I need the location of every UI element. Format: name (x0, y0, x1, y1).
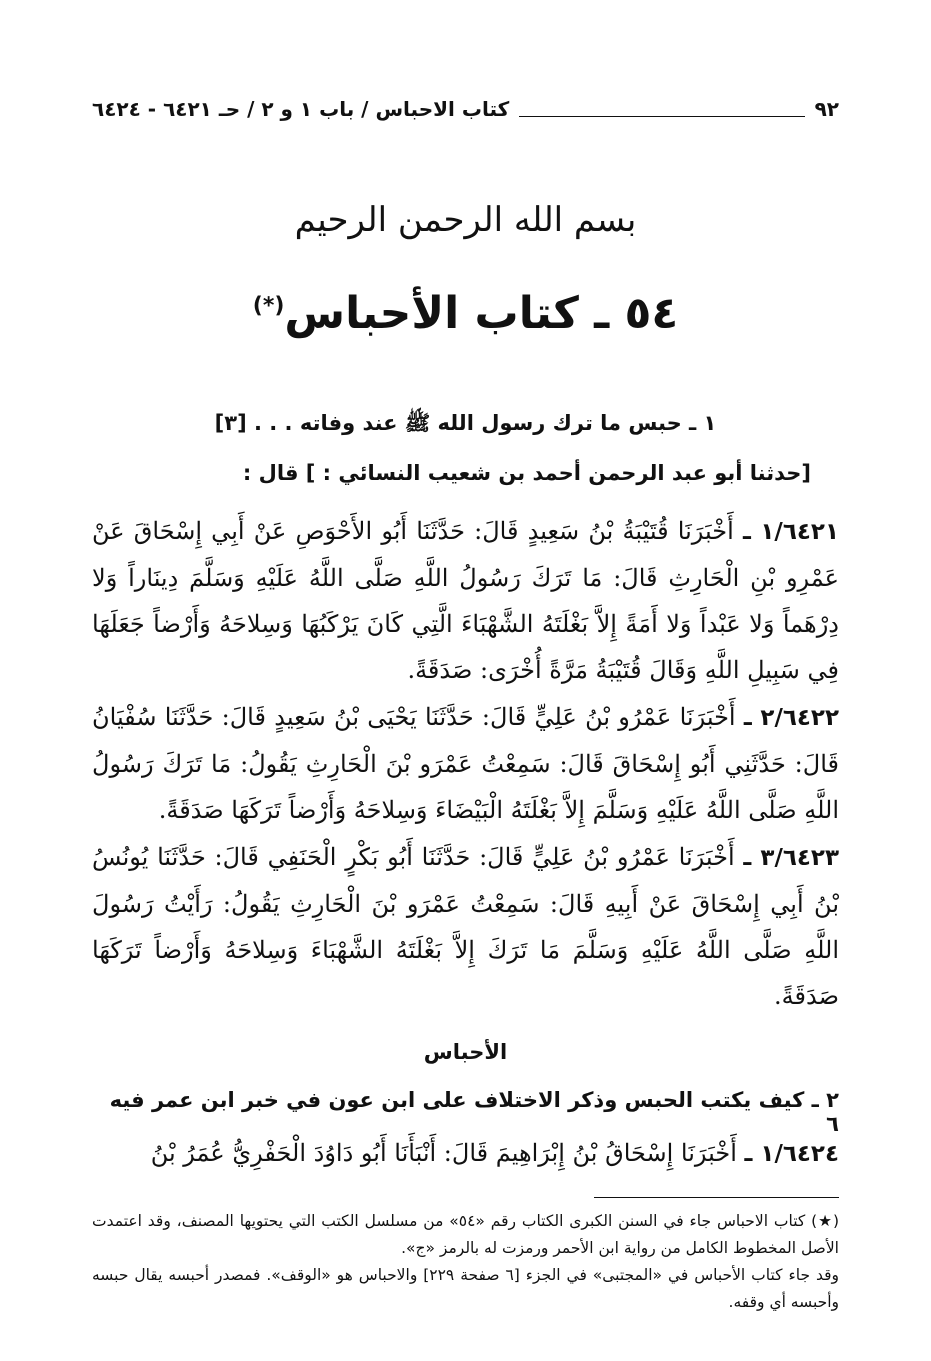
hadith-number: ٢/٦٤٢٢ ـ (743, 705, 839, 731)
footnote-rule (594, 1197, 839, 1198)
footnote-2: وقد جاء كتاب الأحباس في «المجتبى» في الجزء [٦ صفحة ٢٢٩] والاحباس هو «الوقف». فمصدر أحبسه يقال حبسه وأحبسه أي وقفه. (92, 1266, 840, 1311)
section-title: الأحباس (423, 1040, 508, 1064)
book-title (0, 288, 931, 339)
bismillah: بسم الله الرحمن الرحيم (294, 200, 637, 240)
running-title: كتاب الاحباس / باب ١ و ٢ / حـ ٦٤٢١ - ٦٤٢٤ (92, 97, 510, 121)
book-title-text: ٥٤ ـ كتاب الأحباس (284, 288, 679, 339)
header-rule (519, 116, 804, 117)
footnote-mark: (*) (252, 293, 285, 319)
chapter-2-title: ٢ ـ كيف يكتب الحبس وذكر الاختلاف على ابن عون في خبر ابن عمر فيه ٦ (109, 1088, 839, 1136)
hadith-text: أَخْبَرَنَا قُتَيْبَةُ بْنُ سَعِيدٍ قَالَ: حَدَّثَنَا أَبُو الأَحْوَصِ عَنْ أَبِي إِسْحَاقَ عَنْ عَمْرِو بْنِ الْحَارِثِ قَالَ: مَا تَرَكَ رَسُولُ اللَّهِ صَلَّى اللَّهُ عَلَيْهِ وَسَلَّمَ دِينَاراً وَلا دِرْهَماً وَلا عَبْداً وَلا أَمَةً إِلاَّ بَغْلَتَهُ الشَّهْبَاءَ الَّتِي كَانَ يَرْكَبُهَا وَسِلاحَهُ وَأَرْضاً جَعَلَهَا فِي سَبِيلِ اللَّهِ وَقَالَ قُتَيْبَةُ مَرَّةً أُخْرَى: صَدَقَةً. (92, 517, 839, 684)
narrator-line: [حدثنا أبو عبد الرحمن أحمد بن شعيب النسائي : ] قال : (242, 461, 811, 485)
hadith-6423 (92, 834, 839, 1019)
hadith-text: أَخْبَرَنَا عَمْرُو بْنُ عَلِيٍّ قَالَ: حَدَّثَنَا يَحْيَى بْنُ سَعِيدٍ قَالَ: حَدَّثَنَا سُفْيَانُ قَالَ: حَدَّثَنِي أَبُو إِسْحَاقَ قَالَ: سَمِعْتُ عَمْرَو بْنَ الْحَارِثِ يَقُولُ: مَا تَرَكَ رَسُولُ اللَّهِ صَلَّى اللَّهُ عَلَيْهِ وَسَلَّمَ إِلاَّ بَغْلَتَهُ الْبَيْضَاءَ وَسِلاحَهُ وَأَرْضاً تَرَكَهَا صَدَقَةً. (92, 703, 839, 824)
hadith-number: ١/٦٤٢٤ ـ (744, 1141, 839, 1167)
hadith-6422 (92, 694, 839, 833)
hadith-number: ١/٦٤٢١ ـ (742, 519, 839, 545)
hadith-6424 (92, 1130, 839, 1177)
chapter-1-title: ١ ـ حبس ما ترك رسول الله ﷺ عند وفاته . . . [٣] (214, 411, 717, 435)
page-number: ٩٢ (814, 97, 839, 121)
footnotes (92, 1208, 839, 1316)
footnote-1: (★) كتاب الاحباس جاء في السنن الكبرى الكتاب رقم «٥٤» من مسلسل الكتب التي يحتويها المصنف، وقد اعتمدت الأصل المخطوط الكامل من رواية ابن الأحمر ورمزت له بالرمز «ج». (92, 1212, 840, 1257)
hadith-text: أَخْبَرَنَا إِسْحَاقُ بْنُ إِبْرَاهِيمَ قَالَ: أَنْبَأَنَا أَبُو دَاوُدَ الْحَفْرِيُّ عُمَرُ بْنُ (150, 1139, 737, 1167)
hadith-number: ٣/٦٤٢٣ ـ (743, 845, 839, 871)
running-header (92, 94, 839, 124)
hadith-text: أَخْبَرَنَا عَمْرُو بْنُ عَلِيٍّ قَالَ: حَدَّثَنَا أَبُو بَكْرٍ الْحَنَفِي قَالَ: حَدَّثَنَا يُونُسُ بْنُ أَبِي إِسْحَاقَ عَنْ أَبِيهِ قَالَ: سَمِعْتُ عَمْرَو بْنَ الْحَارِثِ يَقُولُ: رَأَيْتُ رَسُولَ اللَّهِ صَلَّى اللَّهُ عَلَيْهِ وَسَلَّمَ مَا تَرَكَ إِلاَّ بَغْلَتَهُ الشَّهْبَاءَ وَسِلاحَهُ وَأَرْضاً تَرَكَهَا صَدَقَةً. (92, 843, 839, 1010)
hadith-6421 (92, 508, 839, 693)
